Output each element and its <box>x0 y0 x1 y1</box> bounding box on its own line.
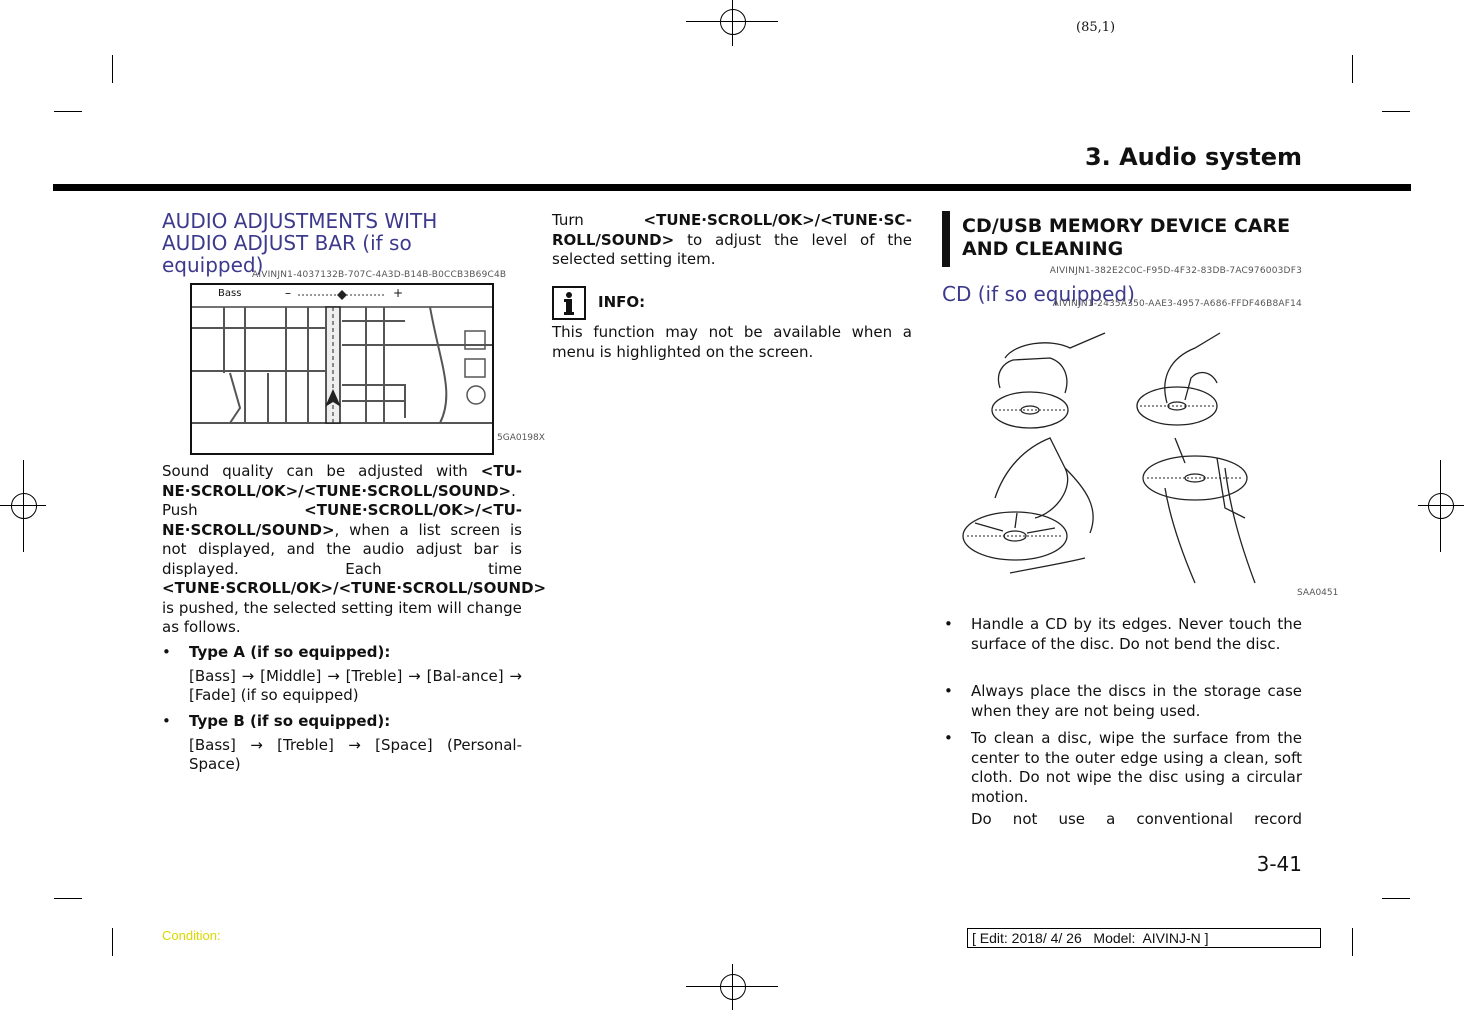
bullet-icon: • <box>162 643 171 661</box>
bullet-icon: • <box>944 615 953 633</box>
bullet-icon: • <box>944 682 953 700</box>
info-icon <box>552 286 586 320</box>
list-item-type-a: • Type A (if so equipped): [Bass] → [Middle] → [Treble] → [Bal-ance] → [Fade] (if so equipped) <box>162 643 522 704</box>
bullet-icon: • <box>162 712 171 730</box>
header-rule <box>53 184 1411 191</box>
figure-code: 5GA0198X <box>497 433 545 443</box>
list-item-handle-cd: • Handle a CD by its edges. Never touch the surface of the disc. Do not bend the disc. <box>944 615 1302 653</box>
subheading-cd: CD (if so equipped) <box>942 282 1135 306</box>
cd-handling-figure <box>955 318 1275 590</box>
page-number: 3-41 <box>1256 852 1302 876</box>
continuation-text: Do not use a conventional record <box>971 810 1302 828</box>
paragraph-sound-quality: Sound quality can be adjusted with <TU-NE·SCROLL/OK>/<TUNE·SCROLL/SOUND>. Push <TUNE·SCROLL/OK>/<TU-NE·SCROLL/SOUND>, when a list screen is not displayed, and the audio adjust bar is displayed. Each time <TUNE·SCROLL/OK>/<TUNE·SCROLL/SOUND> is pushed, the selected setting item will change as follows. <box>162 462 547 636</box>
doc-id: AIVINJN1-4037132B-707C-4A3D-B14B-B0CCB3B69C4B <box>252 270 507 280</box>
page-code: (85,1) <box>1076 20 1116 35</box>
info-text: This function may not be available when a menu is highlighted on the screen. <box>552 323 912 361</box>
info-label: INFO: <box>598 293 646 311</box>
paragraph-turn: Turn <TUNE·SCROLL/OK>/<TUNE·SC-ROLL/SOUND> to adjust the level of the selected setting item. <box>552 211 912 268</box>
bullet-icon: • <box>944 729 953 747</box>
audio-adjust-map-figure <box>190 283 494 455</box>
bar-label-bass: Bass <box>218 288 242 299</box>
plus-icon: + <box>393 286 404 300</box>
section-heading-audio-adjust: AUDIO ADJUSTMENTS WITH AUDIO ADJUST BAR (if so equipped) <box>162 209 438 277</box>
minus-icon: – <box>285 286 291 300</box>
condition-label: Condition: <box>162 928 221 943</box>
list-item-storage-case: • Always place the discs in the storage case when they are not being used. <box>944 682 1302 720</box>
doc-id: AIVINJN1-382E2C0C-F95D-4F32-83DB-7AC976003DF3 <box>1049 266 1302 276</box>
heading-bar <box>942 211 950 267</box>
edit-model-box: [ Edit: 2018/ 4/ 26 Model: AIVINJ-N ] <box>967 928 1321 948</box>
header-title: 3. Audio system <box>1084 143 1302 171</box>
doc-id: AIVINJN1-2435A350-AAE3-4957-A686-FFDF46B8AF14 <box>1052 299 1302 309</box>
section-heading-cd-care: CD/USB MEMORY DEVICE CARE AND CLEANING <box>962 215 1291 260</box>
list-item-clean-disc: • To clean a disc, wipe the surface from the center to the outer edge using a clean, soft cloth. Do not wipe the disc using a circular motion. <box>944 729 1302 806</box>
figure-code: SAA0451 <box>1297 588 1339 598</box>
list-item-type-b: • Type B (if so equipped): [Bass] → [Treble] → [Space] (Personal-Space) <box>162 712 522 773</box>
